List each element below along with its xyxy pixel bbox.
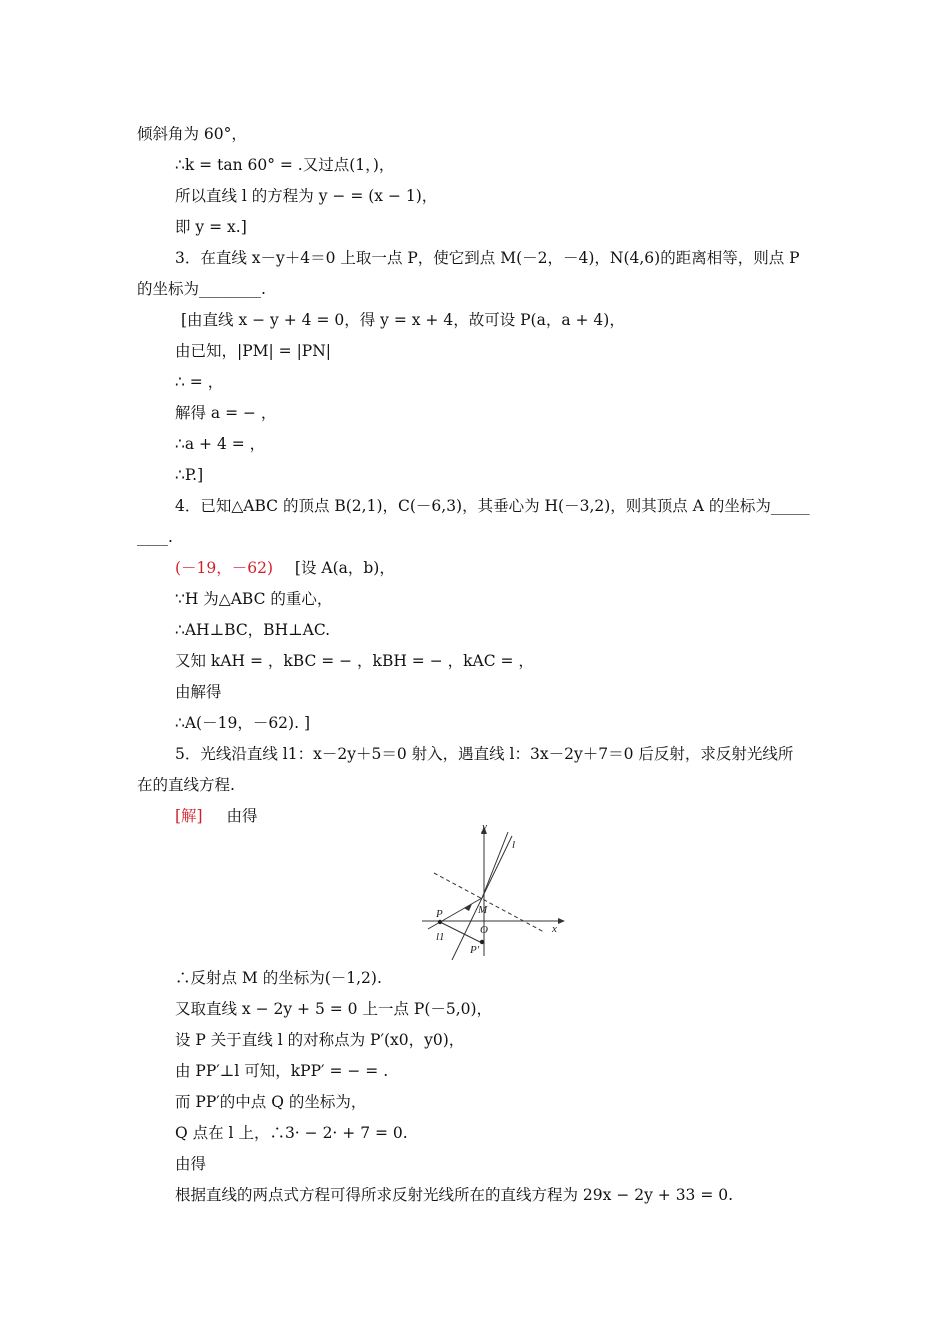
label-o: O [480, 924, 488, 936]
label-m: M [478, 904, 488, 916]
solution-3-line-2 [175, 341, 331, 361]
solution-3-line-6 [175, 465, 203, 485]
x-axis-arrow [558, 918, 565, 924]
text-segment: 又知 kAH = ，kBC = − ，kBH = − ，kAC = ， [175, 652, 534, 670]
solution-4-line-4 [175, 682, 222, 702]
text-segment: ∴k = tan 60° = .又过点(1，)， [175, 156, 395, 174]
segment-pp [440, 922, 482, 943]
label-x: x [552, 923, 557, 935]
solution-5-line-5 [175, 1092, 366, 1112]
text-segment: 设 P 关于直线 l 的对称点为 P′(x0，y0)， [175, 1031, 465, 1049]
text-segment: ____. [137, 528, 173, 546]
solution-4-line-5 [175, 713, 310, 733]
solution-5-line-6 [175, 1123, 408, 1143]
solution-3-line-1 [181, 310, 625, 330]
text-segment: ∴ = ， [175, 373, 224, 391]
text-segment: 解得 a = − ， [175, 404, 277, 422]
text-segment: 的坐标为________. [137, 280, 266, 298]
problem-3-line-1 [175, 248, 800, 268]
reflection-diagram [420, 818, 570, 960]
solution-5-line-1 [175, 968, 382, 988]
solution-label: [解] [175, 807, 203, 825]
reflected-ray [482, 832, 508, 898]
solution-3-line-3 [175, 372, 223, 392]
solution-5-line-8 [175, 1185, 733, 1205]
dashed-line [434, 873, 544, 932]
solution-4-line-2 [175, 620, 330, 640]
text-segment: 3．在直线 x－y＋4＝0 上取一点 P，使它到点 M(－2，－4)，N(4,6)的距离相等，则点 P [175, 249, 800, 267]
text-segment: 而 PP′的中点 Q 的坐标为， [175, 1093, 367, 1111]
text-line-1 [137, 124, 247, 144]
point-p-prime [480, 940, 484, 944]
label-l: l [512, 839, 516, 851]
problem-4-line-1 [175, 496, 810, 516]
solution-4-line-3 [175, 651, 534, 671]
solution-5-header [175, 806, 258, 826]
label-p: P [436, 908, 443, 920]
text-segment: ∴a + 4 = ， [175, 435, 266, 453]
text-segment: ∴A(－19，－62). ] [175, 714, 310, 732]
text-segment: 5．光线沿直线 l1：x－2y＋5＝0 射入，遇直线 l：3x－2y＋7＝0 后反射，求反射光线所 [175, 745, 794, 763]
solution-5-line-3 [175, 1030, 464, 1050]
answer-4-line [175, 558, 395, 578]
problem-5-line-2 [137, 775, 235, 795]
text-segment: 在的直线方程. [137, 776, 235, 794]
text-segment: 由 PP′⊥l 可知，kPP′ = − = . [175, 1062, 389, 1080]
text-segment: ∴P.] [175, 466, 204, 484]
solution-3-line-5 [175, 434, 265, 454]
text-segment: 4．已知△ABC 的顶点 B(2,1)，C(－6,3)，其垂心为 H(－3,2)，则其顶点 A 的坐标为_____ [175, 497, 810, 515]
solution-5-line-4 [175, 1061, 388, 1081]
problem-5-line-1 [175, 744, 793, 764]
problem-3-line-2 [137, 279, 266, 299]
text-segment: [由直线 x − y + 4 = 0，得 y = x + 4，故可设 P(a，a + 4)， [181, 311, 625, 329]
ray-arrow [464, 904, 472, 911]
text-segment: 由已知，|PM| = |PN| [175, 342, 332, 360]
solution-3-line-4 [175, 403, 276, 423]
label-y: y [482, 821, 487, 833]
text-segment: 由得 [175, 1155, 207, 1173]
text-segment: ∴反射点 M 的坐标为(－1,2). [175, 969, 382, 987]
text-segment: 倾斜角为 60°， [137, 125, 247, 143]
label-l1: l1 [436, 931, 445, 943]
point-p [438, 920, 442, 924]
text-segment: 由解得 [175, 683, 222, 701]
text-segment: Q 点在 l 上，∴3· − 2· + 7 = 0. [175, 1124, 408, 1142]
text-segment: 根据直线的两点式方程可得所求反射光线所在的直线方程为 29x − 2y + 33 = 0. [175, 1186, 734, 1204]
text-segment: 由得 [226, 807, 258, 825]
text-line-4 [175, 217, 247, 237]
text-segment: 又取直线 x − 2y + 5 = 0 上一点 P(－5,0)， [175, 1000, 493, 1018]
label-p-prime: P′ [470, 944, 480, 956]
solution-5-line-2 [175, 999, 492, 1019]
problem-4-line-2 [137, 527, 173, 547]
text-segment: [设 A(a，b)， [294, 559, 395, 577]
text-segment: 所以直线 l 的方程为 y − = (x − 1)， [175, 187, 438, 205]
answer-4: (－19，－62) [175, 559, 274, 577]
text-line-2 [175, 155, 394, 175]
solution-5-line-7 [175, 1154, 206, 1174]
text-line-3 [175, 186, 437, 206]
text-segment: 即 y = x.] [175, 218, 247, 236]
text-segment: ∵H 为△ABC 的重心， [175, 590, 333, 608]
text-segment: ∴AH⊥BC，BH⊥AC. [175, 621, 331, 639]
solution-4-line-1 [175, 589, 332, 609]
